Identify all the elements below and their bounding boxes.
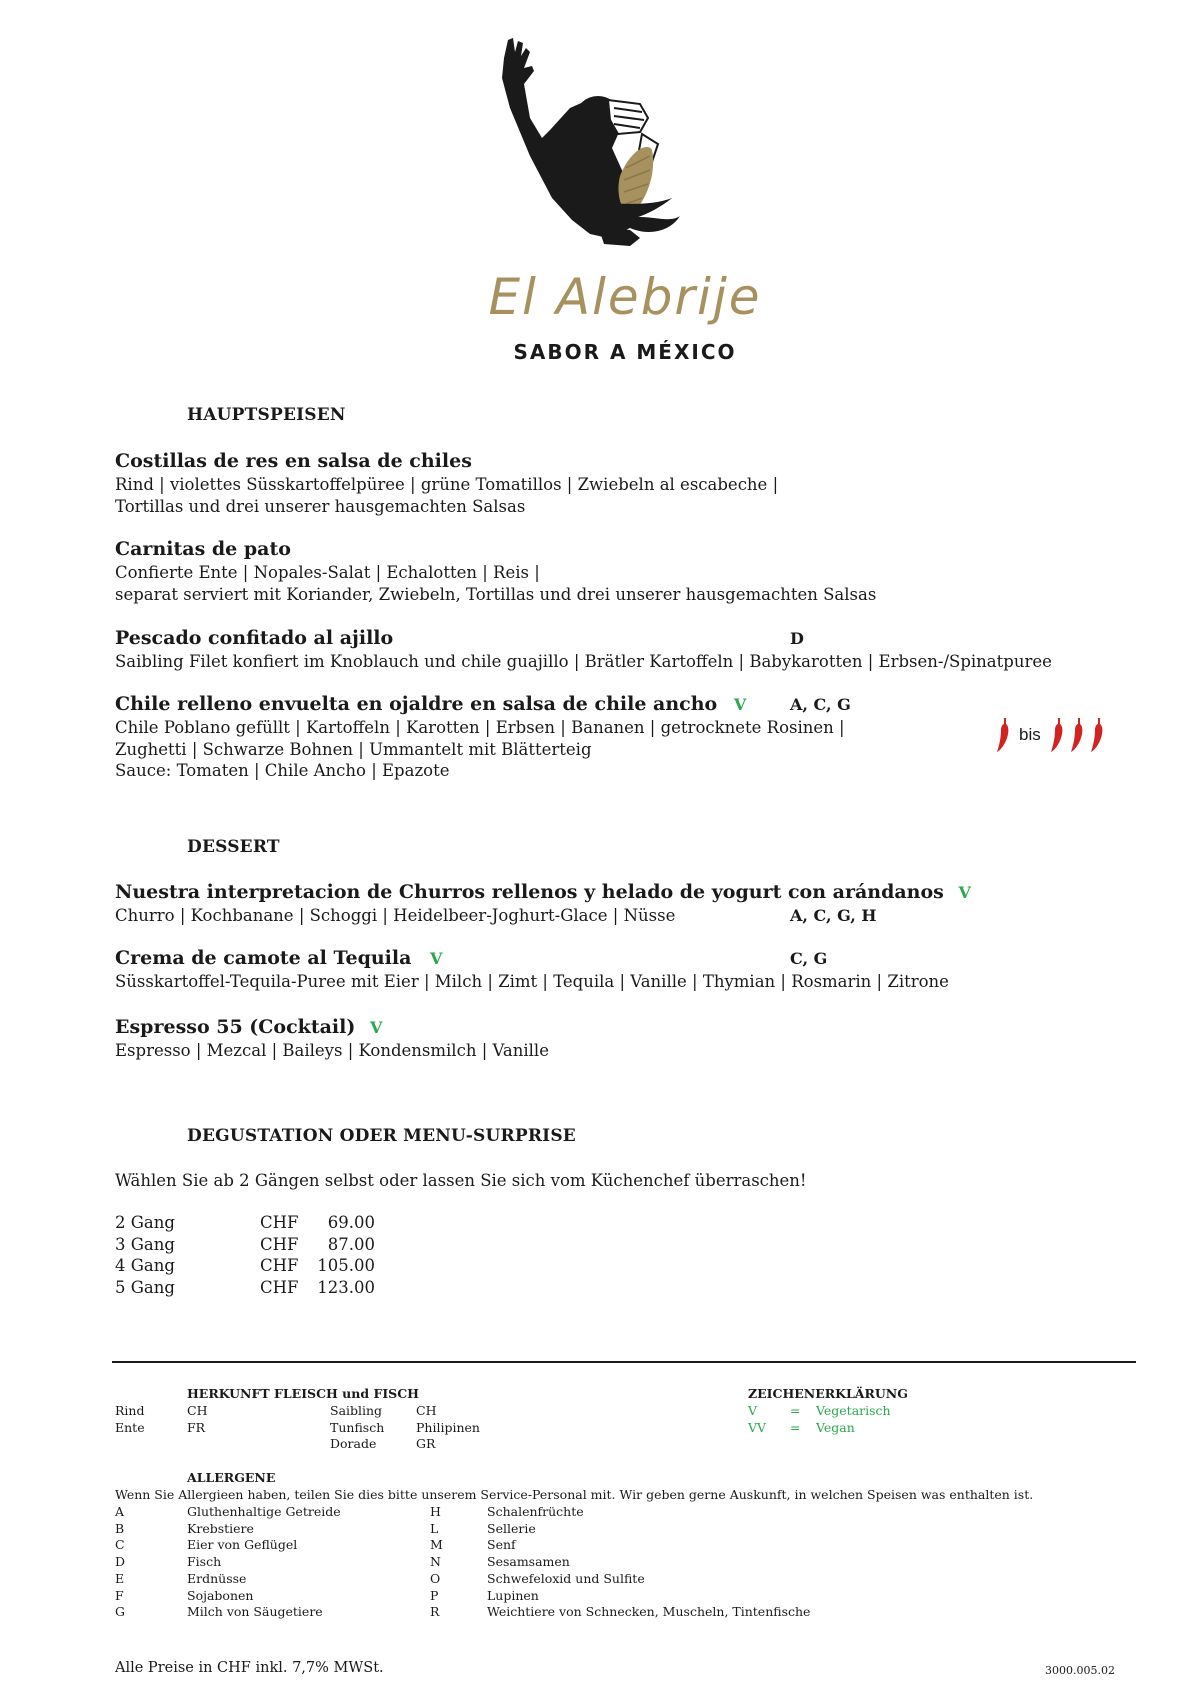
allergens-list-left	[115, 1504, 341, 1621]
allergen-label: Senf	[487, 1537, 516, 1553]
allergen-row	[430, 1571, 810, 1588]
allergens-title: ALLERGENE	[187, 1470, 276, 1485]
description-line: Zughetti | Schwarze Bohnen | Ummantelt mit Blätterteig	[115, 739, 592, 759]
allergen-code: P	[430, 1587, 439, 1603]
course-count: 4 Gang	[115, 1256, 175, 1275]
allergens-note: Wenn Sie Allergieen haben, teilen Sie dies bitte unserem Service-Personal mit. Wir geben gerne Auskunft, in welchen Speisen was enthalten ist.	[115, 1487, 1034, 1502]
legend-row	[748, 1403, 891, 1420]
legend-equals: =	[790, 1403, 801, 1418]
price: 123.00	[317, 1277, 375, 1297]
origin-country: CH	[416, 1403, 437, 1418]
allergen-row	[430, 1537, 810, 1554]
brand-logo	[480, 38, 770, 378]
currency: CHF	[260, 1234, 299, 1254]
allergen-code: H	[430, 1504, 441, 1519]
description-line: Sauce: Tomaten | Chile Ancho | Epazote	[115, 761, 450, 780]
allergen-label: Erdnüsse	[187, 1570, 247, 1586]
figure-illustration	[502, 38, 680, 246]
brand-name: El Alebrije	[488, 268, 762, 326]
description-line: Confierte Ente | Nopales-Salat | Echalotten | Reis |	[115, 563, 540, 582]
dish-title	[115, 947, 442, 969]
section-title-dessert: DESSERT	[187, 837, 280, 857]
origin-row	[115, 1420, 207, 1437]
vegetarian-badge: V	[369, 1018, 383, 1037]
allergen-codes: A, C, G	[790, 695, 851, 714]
dish-title: Carnitas de pato	[115, 538, 291, 560]
allergen-row	[115, 1571, 341, 1588]
price-row	[115, 1212, 375, 1234]
price-row	[115, 1277, 375, 1299]
origin-country: CH	[187, 1403, 208, 1418]
description-line: separat serviert mit Koriander, Zwiebeln, Tortillas und drei unserer hausgemachten Salsas	[115, 584, 877, 604]
spice-level	[995, 715, 1105, 755]
origin-row	[330, 1420, 480, 1437]
dish-description	[115, 717, 845, 782]
allergen-codes: A, C, G, H	[790, 906, 877, 925]
allergen-label: Lupinen	[487, 1587, 539, 1603]
dish-title: Costillas de res en salsa de chiles	[115, 450, 472, 472]
divider	[112, 1361, 1136, 1363]
allergen-code: F	[115, 1587, 124, 1603]
section-title-degustation: DEGUSTATION ODER MENU-SURPRISE	[187, 1126, 576, 1146]
allergen-label: Eier von Geflügel	[187, 1537, 298, 1553]
price-row	[115, 1234, 375, 1256]
allergen-code: E	[115, 1570, 125, 1586]
dish-name: Nuestra interpretacion de Churros rellenos y helado de yogurt con arándanos	[115, 881, 944, 903]
allergen-label: Sellerie	[487, 1520, 536, 1536]
currency: CHF	[260, 1213, 299, 1232]
allergen-label: Schalenfrüchte	[487, 1504, 584, 1519]
origin-item: Dorade	[330, 1436, 377, 1452]
course-count: 5 Gang	[115, 1277, 175, 1297]
allergen-label: Sojabonen	[187, 1587, 254, 1603]
price-table	[115, 1212, 375, 1298]
allergen-label: Weichtiere von Schnecken, Muscheln, Tintenfische	[487, 1604, 811, 1620]
prices-note: Alle Preise in CHF inkl. 7,7% MWSt.	[115, 1660, 384, 1676]
dish-title: Pescado confitado al ajillo	[115, 627, 394, 649]
allergen-codes: D	[790, 629, 804, 648]
vegetarian-badge: V	[430, 949, 443, 968]
allergen-row	[430, 1554, 810, 1571]
legend-title: ZEICHENERKLÄRUNG	[748, 1386, 908, 1401]
allergen-code: C	[115, 1537, 125, 1553]
legend-equals: =	[790, 1419, 801, 1435]
dish-description	[115, 1040, 549, 1062]
origin-fish-list	[330, 1403, 480, 1453]
allergen-label: Schwefeloxid und Sulfite	[487, 1570, 645, 1586]
dish-title	[115, 881, 971, 903]
chili-pepper-icon	[995, 716, 1011, 754]
course-count: 2 Gang	[115, 1213, 175, 1232]
description-line: Churro | Kochbanane | Schoggi | Heidelbeer-Joghurt-Glace | Nüsse	[115, 906, 676, 925]
description-line: Saibling Filet konfiert im Knoblauch und chile guajillo | Brätler Kartoffeln | Babykarotten | Erbsen-/Spinatpuree	[115, 652, 1052, 671]
price: 69.00	[327, 1213, 375, 1232]
dish-name: Chile relleno envuelta en ojaldre en salsa de chile ancho	[115, 693, 718, 715]
allergen-label: Milch von Säugetiere	[187, 1604, 323, 1620]
allergen-code: N	[430, 1554, 441, 1570]
legend-label: Vegetarisch	[816, 1403, 891, 1418]
course-count: 3 Gang	[115, 1234, 175, 1254]
allergen-code: L	[430, 1520, 439, 1536]
allergen-row	[115, 1537, 341, 1554]
description-line: Espresso | Mezcal | Baileys | Kondensmilch | Vanille	[115, 1041, 549, 1060]
allergen-label: Sesamsamen	[487, 1554, 570, 1570]
vegetarian-badge: V	[958, 883, 971, 902]
description-line: Rind | violettes Süsskartoffelpüree | grüne Tomatillos | Zwiebeln al escabeche |	[115, 475, 779, 494]
origin-item: Tunfisch	[330, 1419, 385, 1435]
currency: CHF	[260, 1277, 299, 1297]
price: 87.00	[327, 1234, 375, 1254]
origin-item: Saibling	[330, 1403, 383, 1418]
price-row	[115, 1255, 375, 1277]
legend-symbol: V	[748, 1403, 758, 1418]
allergen-row	[115, 1588, 341, 1605]
allergen-code: O	[430, 1570, 441, 1586]
dish-description	[115, 905, 675, 927]
legend-label: Vegan	[816, 1419, 855, 1435]
origin-title: HERKUNFT FLEISCH und FISCH	[187, 1386, 419, 1401]
origin-country: Philipinen	[416, 1419, 480, 1435]
section-title-main: HAUPTSPEISEN	[187, 405, 346, 425]
vegetarian-badge: V	[733, 695, 747, 714]
allergen-code: A	[115, 1504, 125, 1519]
allergen-label: Gluthenhaltige Getreide	[187, 1504, 341, 1519]
chili-pepper-icon	[1069, 716, 1085, 754]
origin-row	[115, 1403, 207, 1420]
spice-range-text: bis	[1019, 725, 1041, 744]
dish-description	[115, 971, 949, 993]
allergen-row	[115, 1504, 341, 1521]
legend-row	[748, 1420, 891, 1437]
price: 105.00	[317, 1256, 375, 1275]
dish-title	[115, 1016, 382, 1038]
allergen-label: Fisch	[187, 1554, 222, 1570]
document-code: 3000.005.02	[1045, 1664, 1115, 1677]
origin-item: Rind	[115, 1403, 145, 1418]
dish-description	[115, 651, 1052, 673]
allergen-row	[430, 1588, 810, 1605]
description-line: Chile Poblano gefüllt | Kartoffeln | Karotten | Erbsen | Bananen | getrocknete Rosinen |	[115, 718, 845, 737]
allergen-row	[115, 1604, 341, 1621]
degustation-intro: Wählen Sie ab 2 Gängen selbst oder lassen Sie sich vom Küchenchef überraschen!	[115, 1171, 807, 1190]
allergen-code: R	[430, 1604, 440, 1620]
currency: CHF	[260, 1256, 299, 1275]
allergen-row	[115, 1521, 341, 1538]
dish-name: Crema de camote al Tequila	[115, 947, 412, 969]
allergen-code: G	[115, 1604, 125, 1620]
description-line: Süsskartoffel-Tequila-Puree mit Eier | Milch | Zimt | Tequila | Vanille | Thymian | Rosmarin | Zitrone	[115, 972, 949, 991]
allergens-list-right	[430, 1504, 810, 1621]
legend-symbol: VV	[748, 1419, 767, 1435]
allergen-code: M	[430, 1537, 443, 1553]
legend-list	[748, 1403, 891, 1436]
allergen-row	[430, 1504, 810, 1521]
origin-country: GR	[416, 1436, 436, 1452]
origin-row	[330, 1403, 480, 1420]
origin-country: FR	[187, 1419, 206, 1435]
allergen-codes: C, G	[790, 949, 828, 968]
allergen-label: Krebstiere	[187, 1520, 254, 1536]
allergen-code: B	[115, 1520, 125, 1536]
dish-description	[115, 562, 876, 605]
origin-meat-list	[115, 1403, 207, 1436]
chili-pepper-icon	[1049, 716, 1065, 754]
allergen-row	[430, 1521, 810, 1538]
allergen-code: D	[115, 1554, 126, 1570]
origin-item: Ente	[115, 1419, 145, 1435]
chili-pepper-icon	[1089, 716, 1105, 754]
origin-row	[330, 1436, 480, 1453]
dish-description	[115, 474, 778, 517]
brand-tagline: SABOR A MÉXICO	[513, 340, 737, 364]
description-line: Tortillas und drei unserer hausgemachten Salsas	[115, 496, 526, 516]
allergen-row	[115, 1554, 341, 1571]
dish-title	[115, 693, 746, 715]
dish-name: Espresso 55 (Cocktail)	[115, 1016, 356, 1038]
allergen-row	[430, 1604, 810, 1621]
